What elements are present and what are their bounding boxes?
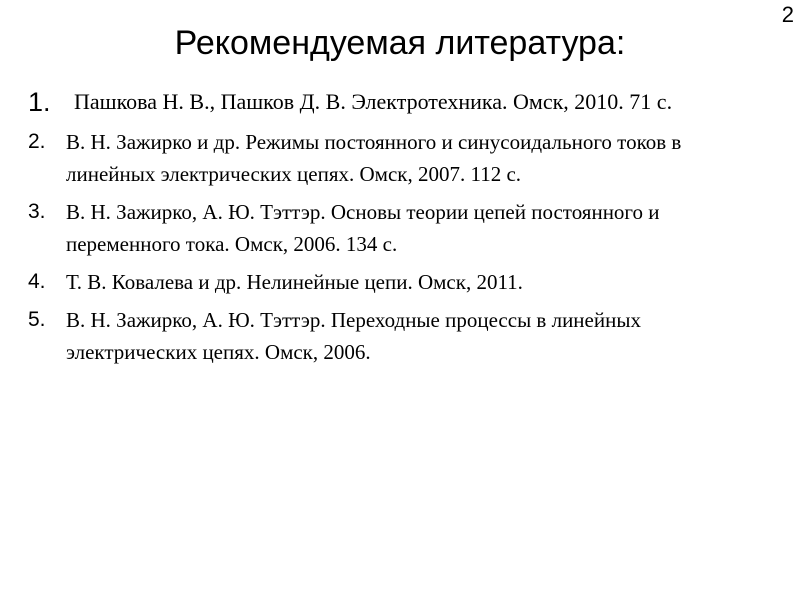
reference-number: 5. <box>28 308 46 331</box>
page-number: 2 <box>781 2 794 27</box>
reference-text: Пашкова Н. В., Пашков Д. В. Электротехника. Омск, 2010. 71 с. <box>74 89 673 114</box>
reference-item <box>28 196 768 260</box>
reference-text: В. Н. Зажирко и др. Режимы постоянного и синусоидального токов в линейных электрических цепях. Омск, 2007. 112 с. <box>66 130 682 186</box>
reference-number: 3. <box>28 200 46 223</box>
reference-text: В. Н. Зажирко, А. Ю. Тэттэр. Переходные процессы в линейных электрических цепях. Омск, 2006. <box>66 308 641 364</box>
reference-list <box>28 86 768 374</box>
reference-number: 2. <box>28 130 46 153</box>
reference-number: 4. <box>28 270 46 293</box>
reference-text: В. Н. Зажирко, А. Ю. Тэттэр. Основы теории цепей постоянного и переменного тока. Омск, 2006. 134 с. <box>66 200 660 256</box>
slide-title: Рекомендуемая литература: <box>174 24 626 62</box>
reference-item <box>28 126 768 190</box>
reference-number: 1. <box>28 87 51 117</box>
reference-item <box>28 86 768 118</box>
reference-item <box>28 266 768 298</box>
reference-text: Т. В. Ковалева и др. Нелинейные цепи. Омск, 2011. <box>66 270 523 294</box>
reference-item <box>28 304 768 368</box>
